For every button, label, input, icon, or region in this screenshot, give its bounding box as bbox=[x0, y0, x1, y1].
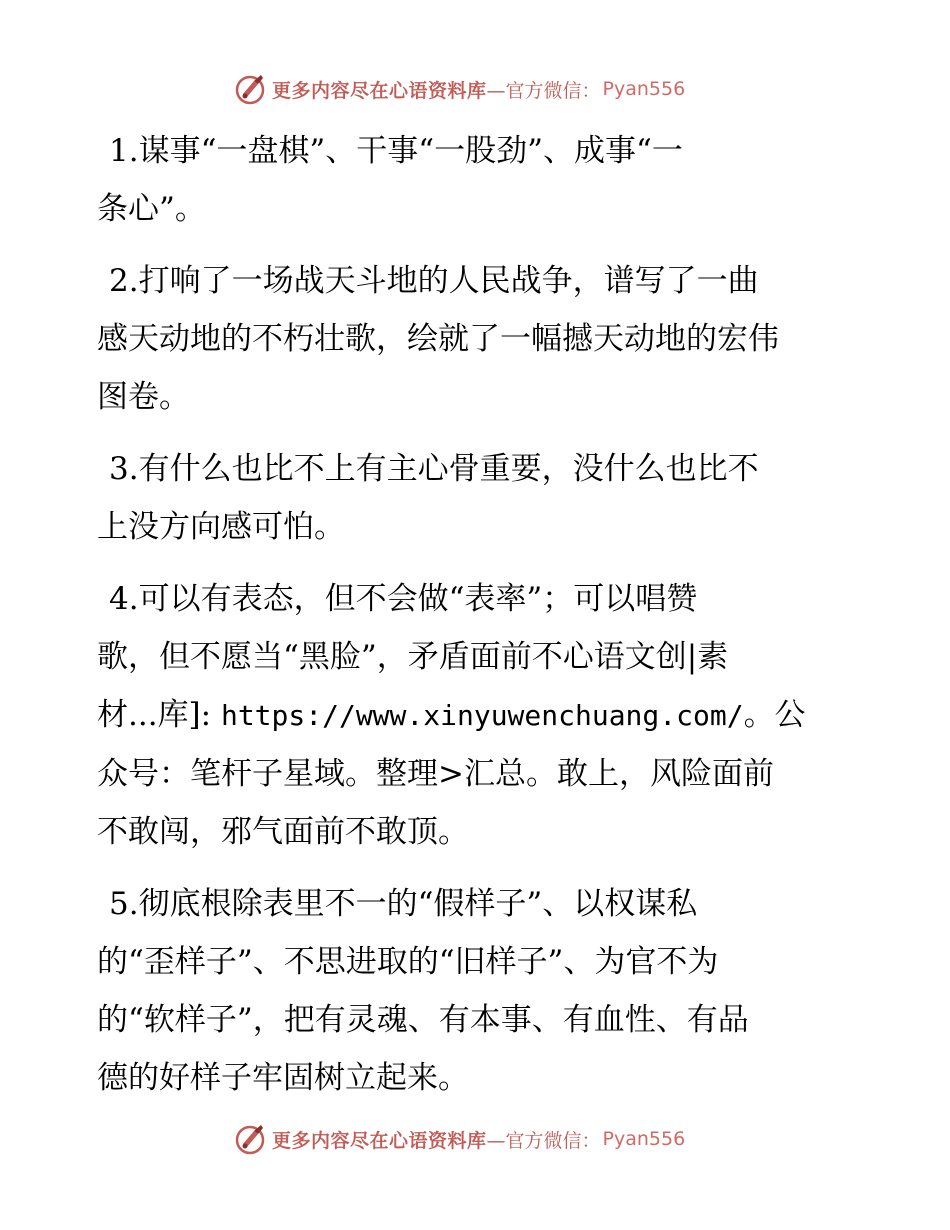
paragraph-line: 3.有什么也比不上有主心骨重要，没什么也比不 bbox=[109, 451, 759, 487]
paragraph-line: 4.可以有表态，但不会做“表率”；可以唱赞 bbox=[109, 581, 698, 617]
paragraph-line: 不敢闯，邪气面前不敢顶。 bbox=[97, 814, 469, 850]
paragraph-line: 条心”。 bbox=[97, 191, 206, 227]
paragraph-3 bbox=[97, 440, 857, 556]
paragraph-line: 5.彻底根除表里不一的“假样子”、以权谋私 bbox=[109, 886, 698, 922]
paragraph-line-url bbox=[97, 686, 857, 745]
banner-wechat-id: Pyan556 bbox=[602, 1128, 686, 1150]
url-prefix: 材...库]: bbox=[97, 697, 221, 733]
url-suffix: 。公 bbox=[743, 697, 806, 733]
paragraph-5 bbox=[97, 875, 857, 1107]
brush-logo-icon bbox=[234, 1122, 268, 1156]
document-body bbox=[97, 122, 857, 1121]
paragraph-1 bbox=[97, 122, 857, 238]
paragraph-line: 歌，但不愿当“黑脸”，矛盾面前不心语文创|素 bbox=[97, 639, 729, 675]
paragraph-line: 众号：笔杆子星域。整理>汇总。敢上，风险面前 bbox=[97, 756, 774, 792]
paragraph-line: 的“歪样子”、不思进取的“旧样子”、为官不为 bbox=[97, 944, 719, 980]
paragraph-4 bbox=[97, 570, 857, 861]
header-banner bbox=[234, 71, 754, 107]
banner-dash: —官方微信： bbox=[486, 79, 601, 102]
footer-banner bbox=[234, 1121, 754, 1157]
banner-title: 更多内容尽在心语资料库 bbox=[272, 1129, 487, 1152]
banner-wechat-id: Pyan556 bbox=[602, 78, 686, 100]
banner-dash: —官方微信： bbox=[486, 1129, 601, 1152]
banner-title: 更多内容尽在心语资料库 bbox=[272, 79, 487, 102]
paragraph-line: 的“软样子”，把有灵魂、有本事、有血性、有品 bbox=[97, 1002, 749, 1038]
paragraph-line: 1.谋事“一盘棋”、干事“一股劲”、成事“一 bbox=[109, 133, 683, 169]
brush-logo-icon bbox=[234, 72, 268, 106]
paragraph-line: 2.打响了一场战天斗地的人民战争，谱写了一曲 bbox=[109, 263, 759, 299]
website-link[interactable]: https://www.xinyuwenchuang.com/ bbox=[220, 699, 744, 732]
paragraph-line: 图卷。 bbox=[97, 379, 190, 415]
paragraph-line: 感天动地的不朽壮歌，绘就了一幅撼天动地的宏伟 bbox=[97, 321, 779, 357]
paragraph-line: 上没方向感可怕。 bbox=[97, 509, 345, 545]
paragraph-2 bbox=[97, 252, 857, 426]
paragraph-line: 德的好样子牢固树立起来。 bbox=[97, 1060, 469, 1096]
